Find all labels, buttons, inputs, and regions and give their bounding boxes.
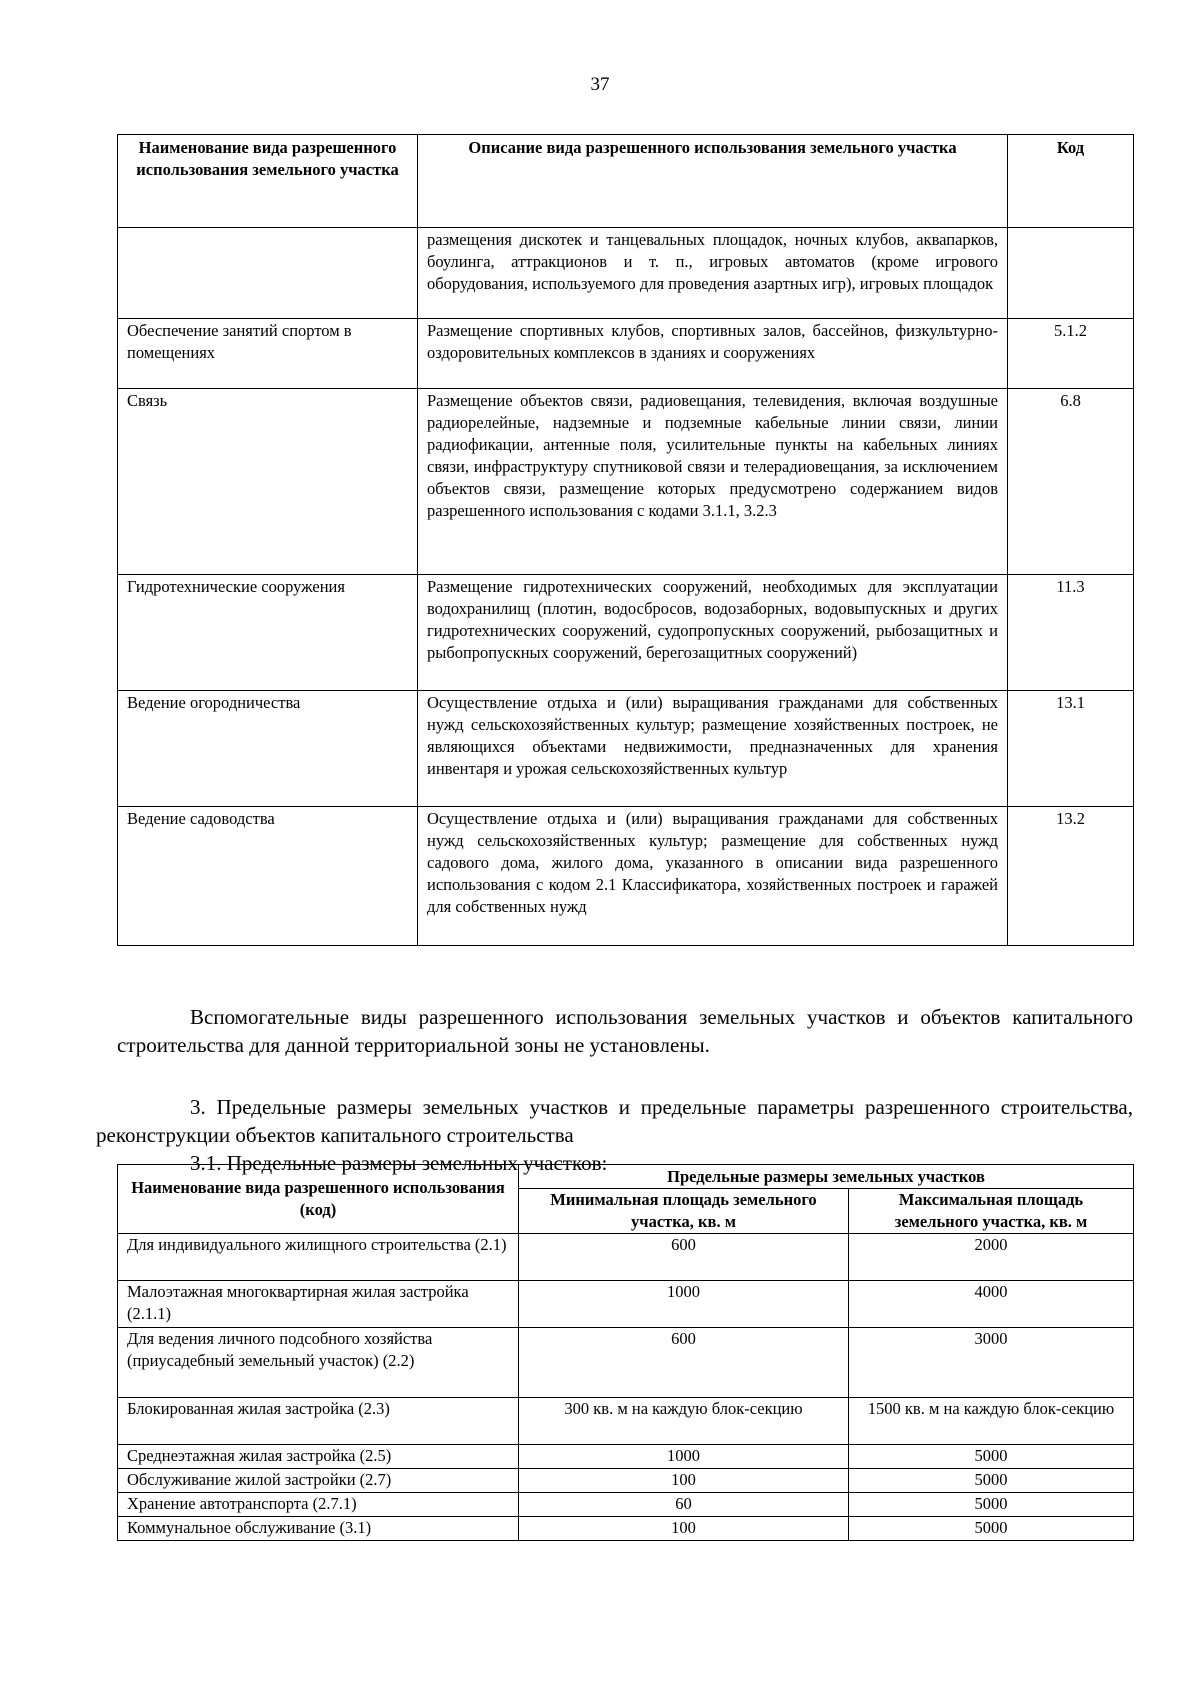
use-name-cell: Коммунальное обслуживание (3.1) <box>118 1517 519 1541</box>
min-area-cell: 60 <box>519 1493 849 1517</box>
use-description-cell: размещения дискотек и танцевальных площадок, ночных клубов, аквапарков, боулинга, аттракционов и т. п., игровых автоматов (кроме игрового оборудования, используемого для проведения азартных игр), игровых площадок <box>418 228 1008 319</box>
header-size-limits: Предельные размеры земельных участков <box>519 1165 1134 1189</box>
use-code-cell <box>1008 228 1134 319</box>
table-header-row <box>118 135 1134 228</box>
use-name-cell: Блокированная жилая застройка (2.3) <box>118 1398 519 1445</box>
min-area-cell: 300 кв. м на каждую блок-секцию <box>519 1398 849 1445</box>
table-row <box>118 575 1134 691</box>
use-name-cell: Для индивидуального жилищного строительства (2.1) <box>118 1234 519 1281</box>
use-name-cell: Для ведения личного подсобного хозяйства (приусадебный земельный участок) (2.2) <box>118 1328 519 1398</box>
min-area-cell: 1000 <box>519 1281 849 1328</box>
page-number: 37 <box>590 74 610 95</box>
table-row <box>118 1234 1134 1281</box>
use-code-cell: 5.1.2 <box>1008 319 1134 389</box>
table-row <box>118 1281 1134 1328</box>
header-code: Код <box>1008 135 1134 228</box>
max-area-cell: 5000 <box>849 1493 1134 1517</box>
table-header-row <box>118 1165 1134 1189</box>
use-code-cell: 11.3 <box>1008 575 1134 691</box>
use-name-cell: Гидротехнические сооружения <box>118 575 418 691</box>
max-area-cell: 5000 <box>849 1469 1134 1493</box>
max-area-cell: 2000 <box>849 1234 1134 1281</box>
table-row <box>118 1398 1134 1445</box>
use-code-cell: 13.2 <box>1008 807 1134 946</box>
table-row <box>118 1445 1134 1469</box>
table-row <box>118 1493 1134 1517</box>
use-name-cell: Обеспечение занятий спортом в помещениях <box>118 319 418 389</box>
min-area-cell: 1000 <box>519 1445 849 1469</box>
table-row <box>118 1328 1134 1398</box>
table-row <box>118 228 1134 319</box>
use-code-cell: 13.1 <box>1008 691 1134 807</box>
header-use-description: Описание вида разрешенного использования земельного участка <box>418 135 1008 228</box>
use-description-cell: Осуществление отдыха и (или) выращивания гражданами для собственных нужд сельскохозяйственных культур; размещение хозяйственных построек, не являющихся объектами недвижимости, предназначенных для хранения инвентаря и урожая сельскохозяйственных культур <box>418 691 1008 807</box>
use-name-cell: Ведение садоводства <box>118 807 418 946</box>
permitted-use-table <box>117 134 1134 946</box>
max-area-cell: 3000 <box>849 1328 1134 1398</box>
section-3-1-heading: 3.1. Предельные размеры земельных участков: <box>190 1151 608 1175</box>
use-description-cell: Осуществление отдыха и (или) выращивания гражданами для собственных нужд сельскохозяйственных культур; размещение для собственных нужд садового дома, жилого дома, указанного в описании вида разрешенного использования с кодом 2.1 Классификатора, хозяйственных построек и гаражей для собственных нужд <box>418 807 1008 946</box>
use-name-cell: Связь <box>118 389 418 575</box>
max-area-cell: 5000 <box>849 1445 1134 1469</box>
use-description-cell: Размещение объектов связи, радиовещания, телевидения, включая воздушные радиорелейные, надземные и подземные кабельные линии связи, линии радиофикации, антенные поля, усилительные пункты на кабельных линиях связи, инфраструктуру спутниковой связи и телерадиовещания, за исключением объектов связи, размещение которых предусмотрено содержанием видов разрешенного использования с кодами 3.1.1, 3.2.3 <box>418 389 1008 575</box>
use-description-cell: Размещение гидротехнических сооружений, необходимых для эксплуатации водохранилищ (плотин, водосбросов, водозаборных, водовыпускных и других гидротехнических сооружений, судопропускных сооружений, рыбозащитных и рыбопропускных сооружений, берегозащитных сооружений) <box>418 575 1008 691</box>
table-row <box>118 389 1134 575</box>
use-name-cell <box>118 228 418 319</box>
header-min-area: Минимальная площадь земельного участка, кв. м <box>519 1189 849 1234</box>
table-row <box>118 691 1134 807</box>
use-description-cell: Размещение спортивных клубов, спортивных залов, бассейнов, физкультурно-оздоровительных комплексов в зданиях и сооружениях <box>418 319 1008 389</box>
use-name-cell: Среднеэтажная жилая застройка (2.5) <box>118 1445 519 1469</box>
table-row <box>118 319 1134 389</box>
min-area-cell: 600 <box>519 1328 849 1398</box>
use-name-cell: Ведение огородничества <box>118 691 418 807</box>
table-row <box>118 1469 1134 1493</box>
use-name-cell: Хранение автотранспорта (2.7.1) <box>118 1493 519 1517</box>
header-max-area: Максимальная площадь земельного участка, кв. м <box>849 1189 1134 1234</box>
min-area-cell: 600 <box>519 1234 849 1281</box>
section-3-heading: 3. Предельные размеры земельных участков и предельные параметры разрешенного строительства, реконструкции объектов капитального строительства <box>96 1095 1133 1147</box>
plot-size-limits-table <box>117 1164 1134 1541</box>
use-name-cell: Обслуживание жилой застройки (2.7) <box>118 1469 519 1493</box>
use-name-cell: Малоэтажная многоквартирная жилая застройка (2.1.1) <box>118 1281 519 1328</box>
table-row <box>118 1517 1134 1541</box>
min-area-cell: 100 <box>519 1517 849 1541</box>
max-area-cell: 4000 <box>849 1281 1134 1328</box>
table-row <box>118 807 1134 946</box>
min-area-cell: 100 <box>519 1469 849 1493</box>
use-code-cell: 6.8 <box>1008 389 1134 575</box>
header-use-name: Наименование вида разрешенного использования земельного участка <box>118 135 418 228</box>
header-use-name-code: Наименование вида разрешенного использования (код) <box>118 1165 519 1234</box>
max-area-cell: 1500 кв. м на каждую блок-секцию <box>849 1398 1134 1445</box>
max-area-cell: 5000 <box>849 1517 1134 1541</box>
auxiliary-uses-paragraph: Вспомогательные виды разрешенного использования земельных участков и объектов капитального строительства для данной территориальной зоны не установлены. <box>117 1005 1133 1057</box>
